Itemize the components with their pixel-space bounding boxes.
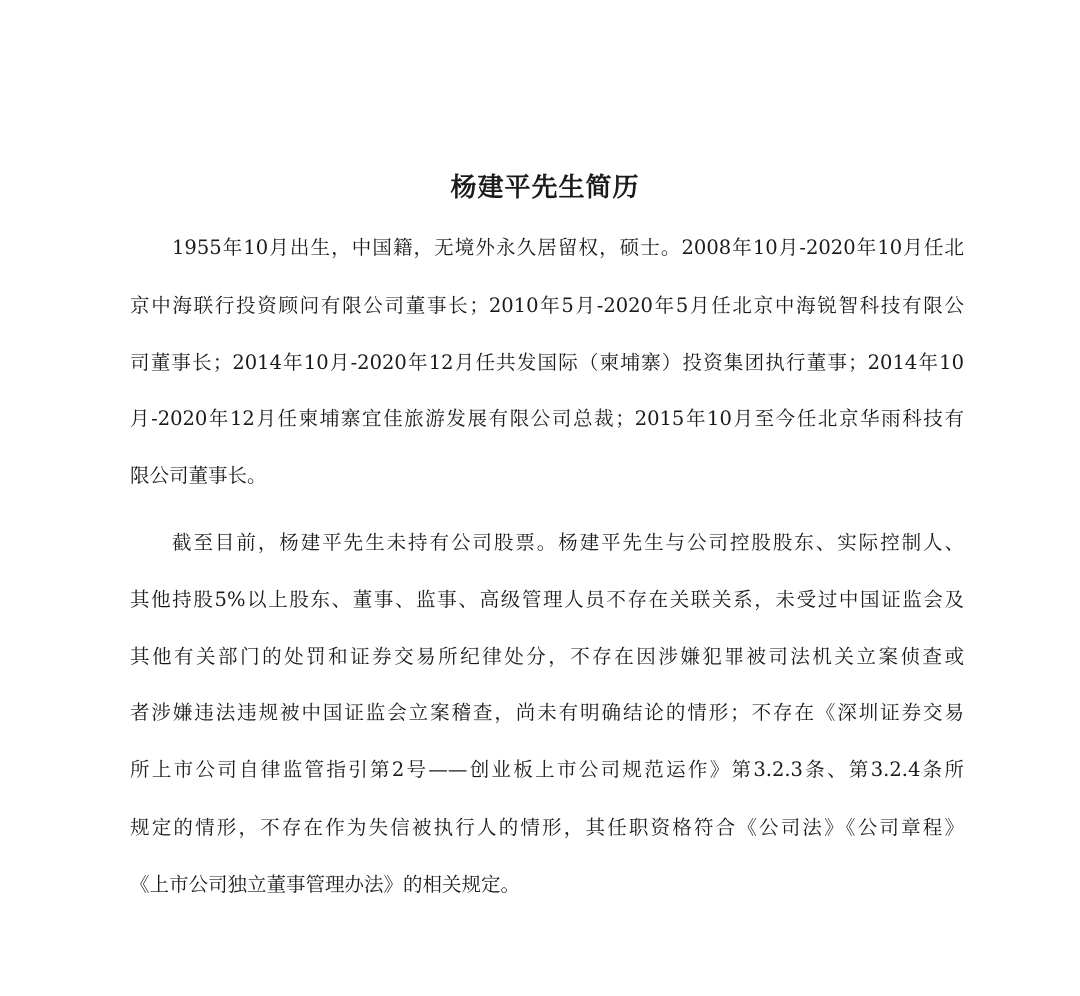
paragraph-line: 规定的情形，不存在作为失信被执行人的情形，其任职资格符合《公司法》《公司章程》	[130, 816, 964, 839]
paragraph-line: 者涉嫌违法违规被中国证监会立案稽查，尚未有明确结论的情形；不存在《深圳证券交易	[130, 701, 964, 724]
paragraph-line: 其他持股5%以上股东、董事、监事、高级管理人员不存在关联关系，未受过中国证监会及	[130, 588, 964, 611]
paragraph-line: 其他有关部门的处罚和证券交易所纪律处分，不存在因涉嫌犯罪被司法机关立案侦查或	[130, 645, 964, 668]
paragraph-line: 司董事长；2014年10月-2020年12月任共发国际（柬埔寨）投资集团执行董事；2014年10	[130, 351, 964, 374]
paragraph-line: 月-2020年12月任柬埔寨宜佳旅游发展有限公司总裁；2015年10月至今任北京华雨科技有	[130, 407, 964, 430]
paragraph-line: 《上市公司独立董事管理办法》的相关规定。	[130, 873, 521, 896]
paragraph-line: 1955年10月出生，中国籍，无境外永久居留权，硕士。2008年10月-2020年10月任北	[172, 236, 964, 259]
document-title: 杨建平先生简历	[450, 173, 640, 203]
paragraph-line: 限公司董事长。	[130, 464, 267, 487]
paragraph-line: 所上市公司自律监管指引第2号——创业板上市公司规范运作》第3.2.3条、第3.2.4条所	[130, 758, 964, 781]
paragraph-line: 京中海联行投资顾问有限公司董事长；2010年5月-2020年5月任北京中海锐智科技有限公	[130, 294, 964, 317]
paragraph-line: 截至目前，杨建平先生未持有公司股票。杨建平先生与公司控股股东、实际控制人、	[172, 531, 964, 554]
